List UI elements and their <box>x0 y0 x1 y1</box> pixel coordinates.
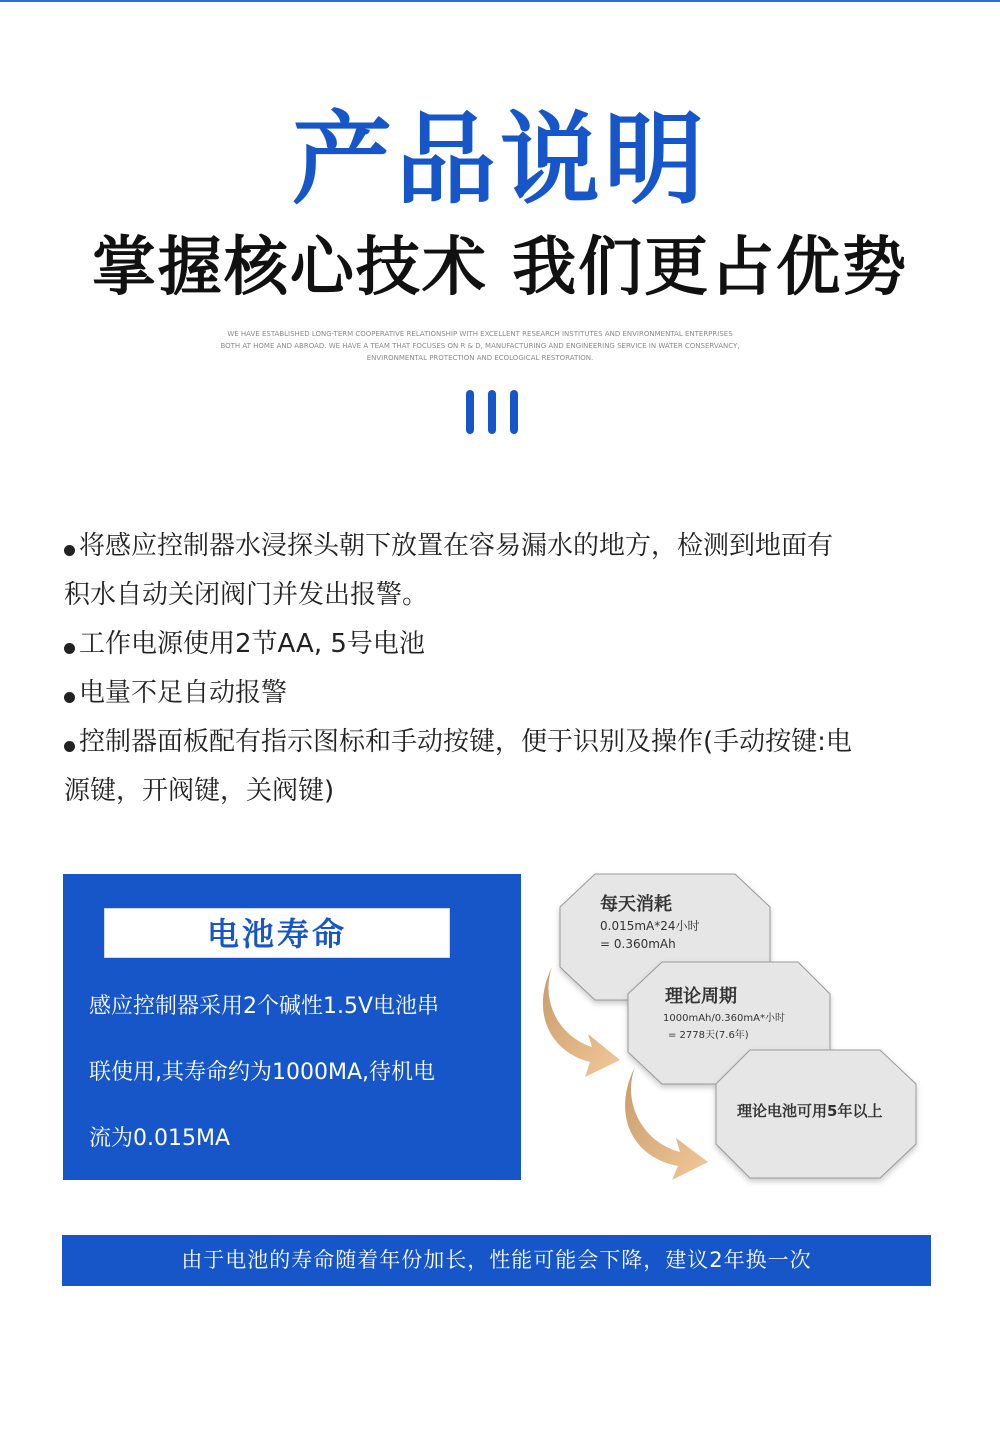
battery-description <box>89 974 504 1172</box>
feature-text: 控制器面板配有指示图标和手动按键，便于识别及操作(手动按键:电 <box>79 727 852 757</box>
battery-description-line: 联使用,其寿命约为1000MA,待机电 <box>89 1060 436 1085</box>
daily-card-line: 0.015mA*24小时 <box>600 919 700 933</box>
feature-item <box>64 522 944 571</box>
english-intro-line: ENVIRONMENTAL PROTECTION AND ECOLOGICAL RESTORATION. <box>366 354 594 362</box>
daily-card-title: 每天消耗 <box>600 894 672 915</box>
battery-title-box <box>104 908 450 958</box>
feature-item-continuation: 积水自动关闭阀门并发出报警。 <box>64 580 429 610</box>
footer-notice-bar <box>62 1235 931 1286</box>
battery-description-line: 流为0.015MA <box>89 1126 231 1151</box>
top-rule <box>0 0 1000 2</box>
bullet-icon <box>64 545 75 556</box>
english-intro-line: WE HAVE ESTABLISHED LONG-TERM COOPERATIVE RELATIONSHIP WITH EXCELLENT RESEARCH INSTITUTES AND ENVIRONMENTAL ENTERPRISES <box>227 330 733 338</box>
daily-card-line: = 0.360mAh <box>600 937 676 951</box>
cycle-card-line: = 2778天(7.6年) <box>668 1030 749 1041</box>
conclusion-card-text: 理论电池可用5年以上 <box>737 1102 883 1120</box>
feature-item <box>64 669 944 718</box>
battery-life-panel <box>63 874 521 1180</box>
english-intro <box>170 328 790 364</box>
battery-title: 电池寿命 <box>206 915 347 953</box>
battery-description-line: 感应控制器采用2个碱性1.5V电池串 <box>89 994 440 1019</box>
bullet-icon <box>64 692 75 703</box>
feature-text: 工作电源使用2节AA, 5号电池 <box>79 629 425 659</box>
english-intro-line: BOTH AT HOME AND ABROAD. WE HAVE A TEAM THAT FOCUSES ON R & D, MANUFACTURING AND ENGINEERING SERVICE IN WATER CONSERVANCY, <box>220 342 740 350</box>
feature-item <box>64 620 944 669</box>
feature-text: 电量不足自动报警 <box>79 678 288 708</box>
feature-item-continuation: 源键，开阀键，关阀键) <box>64 776 335 806</box>
page-title: 产品说明 <box>292 101 708 218</box>
battery-calculation-diagram <box>530 862 950 1192</box>
footer-notice-text: 由于电池的寿命随着年份加长，性能可能会下降，建议2年换一次 <box>181 1248 812 1272</box>
page-subtitle: 掌握核心技术 我们更占优势 <box>91 231 909 305</box>
cycle-card-line: 1000mAh/0.360mA*小时 <box>663 1013 785 1024</box>
divider-bars-icon <box>466 390 518 434</box>
cycle-card-title: 理论周期 <box>665 986 737 1007</box>
feature-text: 将感应控制器水浸探头朝下放置在容易漏水的地方，检测到地面有 <box>79 531 834 561</box>
feature-list <box>64 522 944 816</box>
feature-item <box>64 718 944 767</box>
bullet-icon <box>64 741 75 752</box>
bullet-icon <box>64 643 75 654</box>
